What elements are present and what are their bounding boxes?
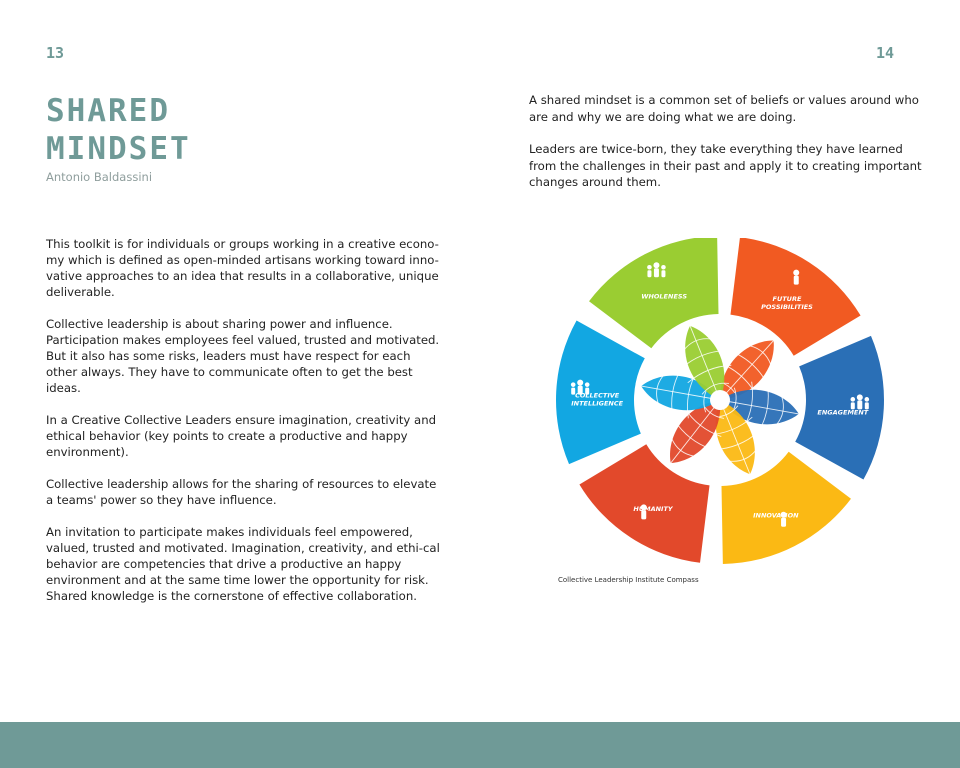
title-line-1: SHARED: [46, 93, 170, 129]
page-number-right: 14: [875, 44, 894, 62]
page-title: [46, 92, 191, 168]
author-name: Antonio Baldassini: [46, 170, 153, 184]
left-paragraph: An invitation to participate makes individuals feel empowered, valued, trusted and motivated. Imagination, creativity, and ethi-cal behavior are competencies that drive a productive an happy environment and at the same time lower the opportunity for risk. Shared knowledge is the cornerstone of effective collaboration.: [46, 525, 440, 603]
right-paragraph: A shared mindset is a common set of beliefs or values around who are and why we are doing what we are doing.: [529, 93, 919, 124]
compass-segment: [579, 444, 709, 562]
left-paragraph: Collective leadership allows for the sharing of resources to elevate a teams' power so they have influence.: [46, 477, 437, 507]
title-line-2: MINDSET: [46, 131, 191, 167]
compass-segment-label: FUTURE: [772, 294, 802, 303]
footer-band: [0, 722, 960, 768]
right-paragraph: Leaders are twice-born, they take everything they have learned from the challenges in their past and apply it to creating important changes around them.: [529, 142, 922, 189]
compass-segment-label: WHOLENESS: [641, 292, 688, 301]
left-paragraph: Collective leadership is about sharing power and influence. Participation makes employees feel valued, trusted and motivated. But it also has some risks, leaders must have respect for each other always. They have to communicate often to get the best ideas.: [46, 317, 440, 395]
compass-segment-label: INNOVATION: [753, 511, 799, 520]
compass-center: [710, 390, 730, 410]
compass-segment-label: INTELLIGENCE: [571, 399, 624, 408]
left-paragraph: This toolkit is for individuals or groups working in a creative econo-my which is defined as open-minded artisans working toward inno-vative approaches to an idea that results in a collaborative, unique deliverable.: [46, 237, 439, 299]
compass-segment-label: POSSIBILITIES: [761, 302, 813, 311]
compass-segment-label: ENGAGEMENT: [817, 408, 869, 417]
compass-segment-label: COLLECTIVE: [575, 391, 620, 400]
right-body-text: [529, 92, 924, 207]
compass-center-petals: [637, 317, 803, 483]
compass-segment-label: HUMANITY: [633, 505, 673, 514]
person-cheering-icon: [793, 270, 799, 285]
page-number-left: 13: [46, 44, 65, 62]
left-body-text: [46, 236, 441, 620]
compass-caption: Collective Leadership Institute Compass: [558, 576, 699, 584]
leadership-compass-diagram: [555, 238, 895, 568]
left-paragraph: In a Creative Collective Leaders ensure imagination, creativity and ethical behavior (key points to create a productive and happy environment).: [46, 413, 437, 459]
